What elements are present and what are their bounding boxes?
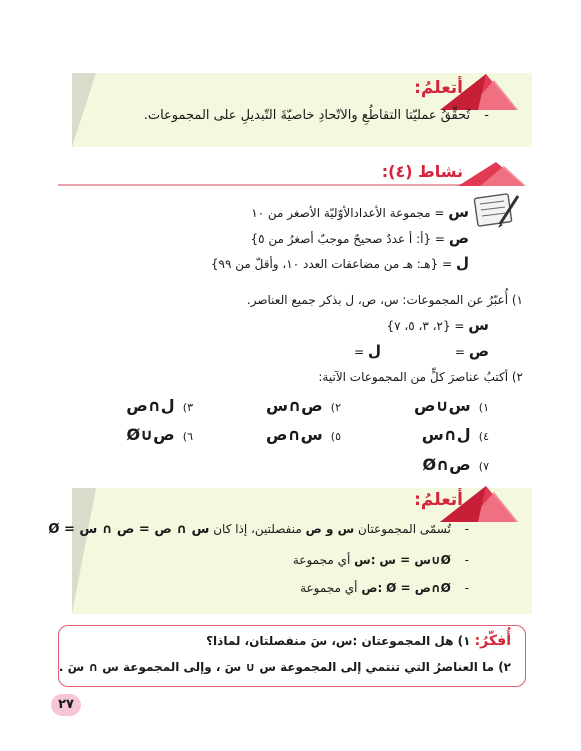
learn-box-1-corner <box>72 73 96 147</box>
def-s-text: مجموعة الأعدادالأوّليّة الأصغر من ١٠ <box>251 206 431 220</box>
exercise-item-5 <box>266 425 341 444</box>
page-number-badge <box>51 694 81 716</box>
exercise-number: ٦) <box>182 430 193 443</box>
learn-2-math: Ø∩ص = Ø <box>386 581 451 595</box>
page-number: ٢٧ <box>58 697 74 712</box>
answer-s-value: = {٢، ٣، ٥، ٧} <box>386 319 465 333</box>
learn-2-bold: س و ص <box>305 522 355 536</box>
exercise-number: ١) <box>478 401 489 414</box>
exercise-number: ٥) <box>330 430 341 443</box>
question-1: ١) أُعبّرُ عن المجموعات: س، ص، ل بذكر جميع العناصر. <box>246 293 523 307</box>
exercise-expression: ص∪Ø <box>126 425 175 444</box>
activity-divider <box>58 184 523 186</box>
def-p-label: ص <box>448 229 469 247</box>
learn-2-text-c: أي مجموعة <box>292 553 351 567</box>
think-question-2: ٢) ما العناصرُ التي تنتمي إلى المجموعة س ∪ سَ ، وإلى المجموعة س ∩ سَ . <box>58 660 511 674</box>
exercise-expression: ل∩س <box>421 425 471 444</box>
answer-l <box>354 342 381 360</box>
answer-l-value: = <box>354 345 365 359</box>
answer-p <box>455 342 489 360</box>
question-2: ٢) أكتبُ عناصرَ كلٍّ من المجموعات الآتية: <box>318 370 523 384</box>
exercise-expression: ص∩س <box>266 396 323 415</box>
def-s-eq: = <box>434 206 445 220</box>
exercise-item-7 <box>423 455 489 474</box>
bullet-dash: - <box>464 581 469 595</box>
def-p-eq: = <box>434 232 445 246</box>
exercise-expression: ل∩ص <box>126 396 175 415</box>
exercise-expression: س∪ص <box>414 396 471 415</box>
exercise-item-3 <box>126 396 193 415</box>
learn-box-2-corner <box>72 488 96 614</box>
exercise-item-2 <box>266 396 341 415</box>
exercise-expression: ص∩Ø <box>422 455 471 474</box>
learn-2-text-b: :ص <box>361 581 383 595</box>
think-line-1 <box>206 633 511 649</box>
def-s-label: س <box>448 203 469 221</box>
bullet-dash: - <box>464 553 469 567</box>
def-l-text: {هـ: هـ من مضاعفات العدد ١٠، وأقلّ من ٩٩} <box>210 257 439 271</box>
activity-triangles-icon <box>456 160 526 188</box>
bullet-dash: - <box>484 108 489 123</box>
think-title: أُفكّرُ: <box>474 633 511 649</box>
answer-s <box>386 316 489 334</box>
exercise-item-1 <box>414 396 489 415</box>
learn-2-title: أتعلمُ: <box>414 490 463 510</box>
learn-2-math: س ∩ ص = ص ∩ س = Ø <box>48 522 210 537</box>
learn-2-math: Ø∪س = س <box>379 553 451 567</box>
def-l-eq: = <box>442 257 453 271</box>
learn-2-bullet-3 <box>300 581 469 595</box>
learn-1-text: تُحقِّقُ عمليّتا التقاطُعِ والاتّحادِ خاصيّةَ التّبديلِ على المجموعات. <box>143 108 471 123</box>
notepad-icon <box>470 190 520 230</box>
learn-2-bullet-2 <box>293 553 469 567</box>
learn-1-title: أتعلمُ: <box>414 78 463 98</box>
exercise-number: ٤) <box>478 430 489 443</box>
exercise-number: ٢) <box>330 401 341 414</box>
answer-p-value: = <box>454 345 465 359</box>
def-l-label: ل <box>455 254 469 272</box>
learn-1-bullet <box>144 108 489 123</box>
learn-2-text-a: تُسمّى المجموعتان <box>357 522 451 536</box>
def-l <box>211 254 469 272</box>
learn-2-bullet-1 <box>48 522 469 537</box>
think-question-1: ١) هل المجموعتان :س، سَ منفصلتان، لماذا؟ <box>206 634 471 648</box>
answer-p-label: ص <box>468 342 489 360</box>
exercise-item-6 <box>127 425 193 444</box>
answer-l-label: ل <box>367 342 381 360</box>
exercise-number: ٣) <box>182 401 193 414</box>
def-s <box>251 203 469 221</box>
learn-2-text-c: أي مجموعة <box>300 581 358 595</box>
def-p-text: {أ: أ عددٌ صحيحٌ موجبٌ أصغرُ من ٥} <box>250 232 432 246</box>
learn-2-text-b: منفصلتين، إذا كان <box>213 522 302 536</box>
learn-2-text-b: :س <box>354 553 376 567</box>
def-p <box>251 229 469 247</box>
bullet-dash: - <box>464 522 469 536</box>
exercise-expression: س∩ص <box>266 425 323 444</box>
exercise-number: ٧) <box>478 460 489 473</box>
activity-title: نشاط (٤): <box>381 162 463 181</box>
answer-s-label: س <box>468 316 489 334</box>
exercise-item-4 <box>422 425 489 444</box>
